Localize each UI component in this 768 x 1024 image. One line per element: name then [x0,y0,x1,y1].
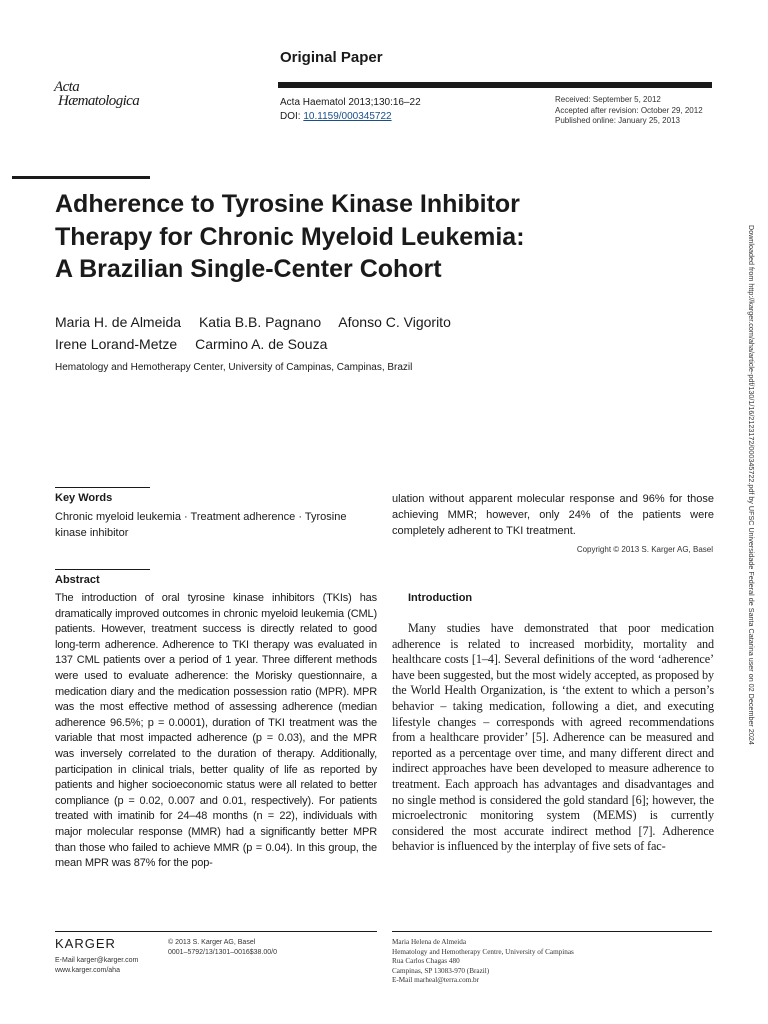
corr-name: Maria Helena de Almeida [392,938,467,946]
citation-text: Acta Haematol 2013;130:16–22 [280,97,421,108]
introduction-text: Many studies have demonstrated that poor medication adherence is related to increased morbidity, mortality and healthcare costs [1–4]. Several definitions of the word ‘adherence’ have been suggested, but the most widely accepted, as proposed by the World Health Organization, is ‘the extent to which a person’s behavior – taking medication, following a diet, and executing lifestyle changes – corresponds with agreed recommendations from a healthcare provider’ [5]. Adherence can be measured and reported as a percentage over time, and many different direct and indirect approaches have been developed to measure adherence to treatment. Each approach has advantages and disadvantages and no single method is considered the gold standard [6]; however, the microelectronic monitoring system (MEMS) is currently considered the most accurate indirect method [7]. Adherence behavior is influenced by the interplay of five sets of fac- [392,621,714,854]
journal-logo-line1: Acta [54,79,80,95]
issn-text: 0001–5792/13/1301–0016$38.00/0 [168,948,277,956]
abstract-heading: Abstract [55,574,100,586]
affiliation: Hematology and Hemotherapy Center, University of Campinas, Campinas, Brazil [55,362,413,373]
header-rule [278,82,712,88]
author-name: Carmino A. de Souza [195,336,328,352]
journal-logo [54,80,139,108]
correspondence-address [392,938,574,986]
corr-street: Rua Carlos Chagas 480 [392,957,460,966]
published-date: Published online: January 25, 2013 [555,116,680,125]
download-watermark: Downloaded from http://karger.com/aha/article-pdf/130/1/16/2123172/000345722.pdf by UFSC Universidade Federal de Santa Catarina user on 02 December 2024 [747,225,756,745]
doi-label: DOI: [280,111,304,122]
accepted-date: Accepted after revision: October 29, 2012 [555,105,703,115]
title-line: Therapy for Chronic Myeloid Leukemia: [55,222,525,251]
footer-copyright [168,938,277,957]
author-name: Afonso C. Vigorito [338,314,451,330]
citation-block [280,96,421,124]
keywords-text: Chronic myeloid leukemia · Treatment adherence · Tyrosine kinase inhibitor [55,511,347,539]
footer-rule-right [392,931,712,932]
publisher-logo: KARGER [55,936,116,951]
doi-line [280,110,421,124]
dates-block [555,95,703,127]
abstract-text: The introduction of oral tyrosine kinase inhibitors (TKIs) has dramatically improved outcomes in chronic myeloid leukemia (CML) patients. However, treatment success is directly related to good long-term adherence. Adherence to TKI therapy was evaluated in 137 CML patients over a period of 1 year. Three different methods were used to evaluate adherence: the Morisky questionnaire, a medication diary and the medication possession ratio (MPR). MPR was the most effective method of assessing adherence (median adherence 96.5%; p = 0.0001), duration of TKI treatment was the variable that most impacted adherence (p = 0.03), and the MPR was inversely correlated to the duration of therapy. Additionally, participation in clinical trials, better quality of life as reported by patients and higher socioeconomic status were all related to better compliance (p = 0.02, 0.007 and 0.01, respectively). For patients treated with imatinib for 24–48 months (n = 22), individuals with major molecular response (MMR) had a significantly better MPR than those who failed to achieve MMR (p = 0.04). In this group, the mean MPR was 87% for the pop- [55,592,377,870]
title-rule [12,176,150,179]
received-date: Received: September 5, 2012 [555,95,661,104]
paper-type-label: Original Paper [280,49,383,66]
footer-rule-left [55,931,377,932]
corr-email[interactable]: E-Mail marheal@terra.com.br [392,976,480,985]
doi-link[interactable]: 10.1159/000345722 [303,111,392,122]
abstract-rule [55,569,150,570]
publisher-contact [55,956,138,975]
footer-copyright-text: © 2013 S. Karger AG, Basel [168,939,256,946]
corr-city: Campinas, SP 13083-970 (Brazil) [392,966,490,975]
introduction-heading: Introduction [408,592,473,604]
article-title [55,188,615,286]
author-name: Irene Lorand-Metze [55,336,178,352]
publisher-email[interactable]: E-Mail karger@karger.com [55,957,139,964]
author-list [55,311,615,355]
corr-dept: Hematology and Hemotherapy Centre, University of Campinas [392,947,574,956]
title-line: Adherence to Tyrosine Kinase Inhibitor [55,190,520,218]
author-name: Maria H. de Almeida [55,314,182,330]
publisher-website[interactable]: www.karger.com/aha [55,966,120,974]
keywords-rule [55,487,150,488]
title-line: A Brazilian Single-Center Cohort [55,255,442,283]
abstract-continuation: ulation without apparent molecular response and 96% for those achieving MMR; however, only 24% of the patients were completely adherent to TKI treatment. [392,493,714,537]
journal-logo-line2: Hæmatologica [58,93,140,109]
abstract-copyright: Copyright © 2013 S. Karger AG, Basel [576,545,713,554]
keywords-heading: Key Words [55,492,113,504]
author-name: Katia B.B. Pagnano [198,314,322,330]
